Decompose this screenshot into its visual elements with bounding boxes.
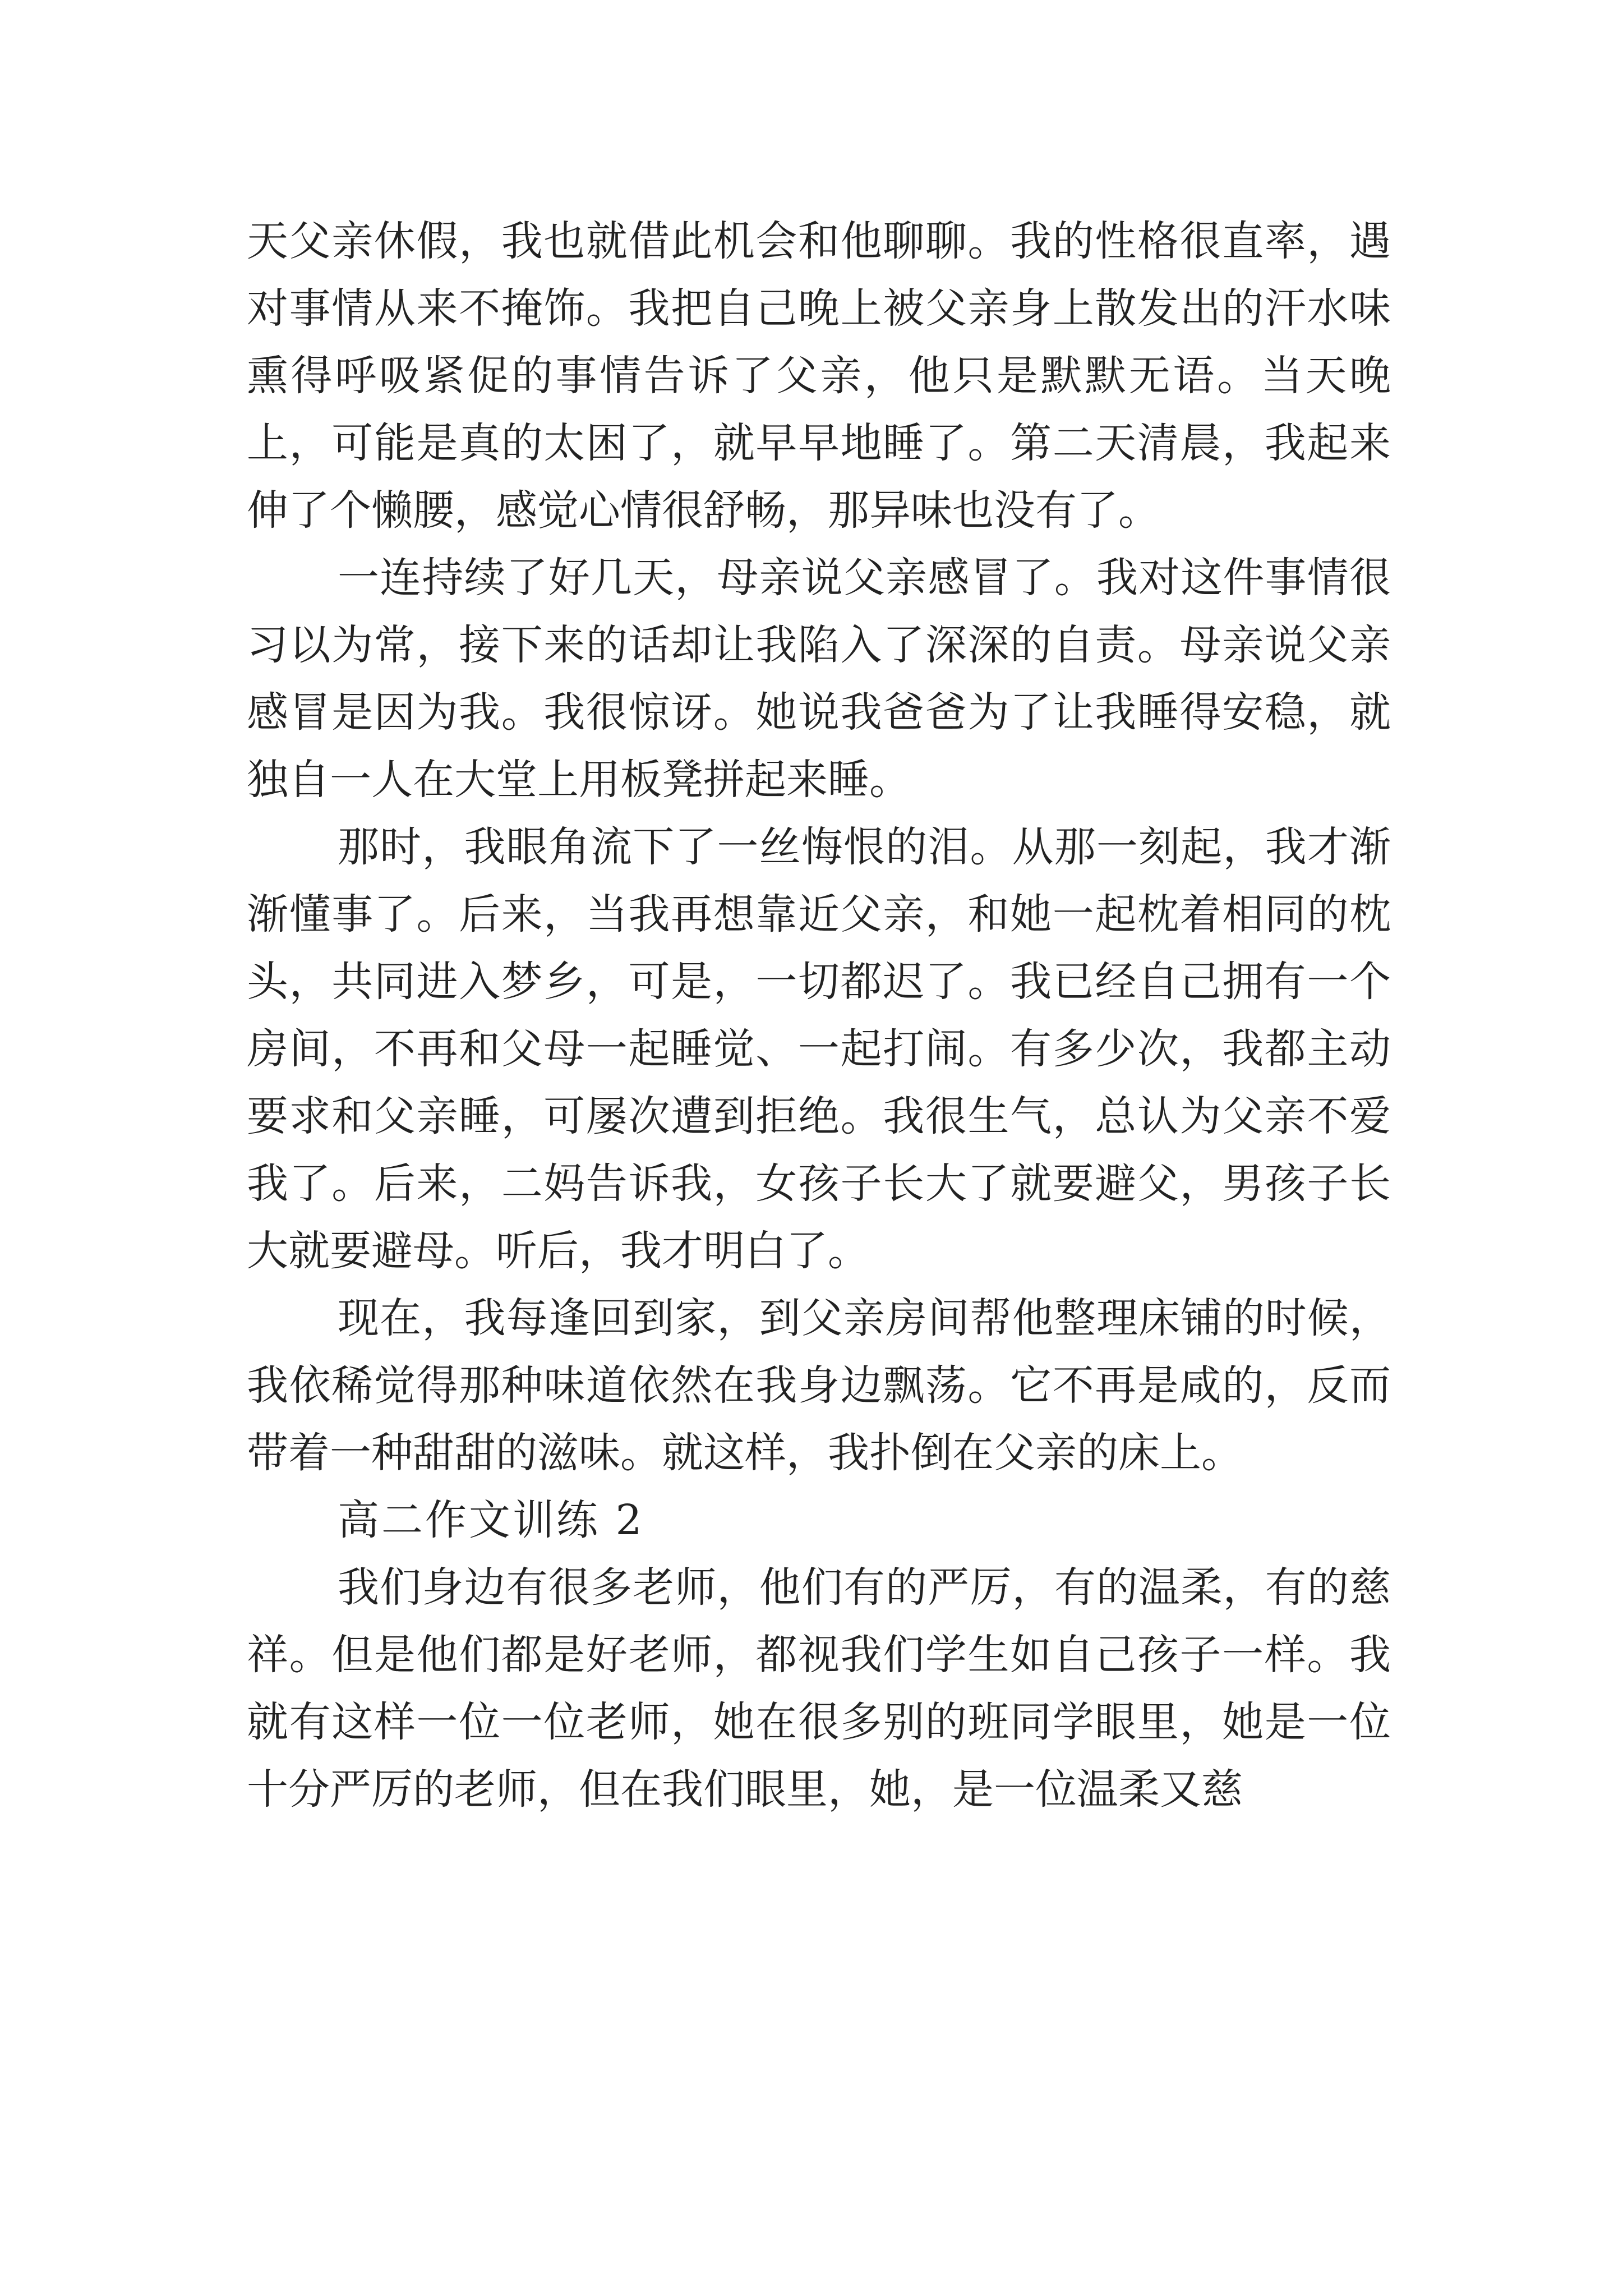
- essay-body: [247, 208, 1391, 1823]
- paragraph: 我们身边有很多老师，他们有的严厉，有的温柔，有的慈祥。但是他们都是好老师，都视我们学生如自己孩子一样。我就有这样一位一位老师，她在很多别的班同学眼里，她是一位十分严厉的老师，但在我们眼里，她，是一位温柔又慈: [247, 1563, 1391, 1814]
- section-heading: 高二作文训练 2: [338, 1496, 644, 1544]
- paragraph: 一连持续了好几天，母亲说父亲感冒了。我对这件事情很习以为常，接下来的话却让我陷入了深深的自责。母亲说父亲感冒是因为我。我很惊讶。她说我爸爸为了让我睡得安稳，就独自一人在大堂上用板凳拼起来睡。: [247, 554, 1391, 804]
- paragraph: 现在，我每逢回到家，到父亲房间帮他整理床铺的时候，我依稀觉得那种味道依然在我身边飘荡。它不再是咸的，反而带着一种甜甜的滋味。就这样，我扑倒在父亲的床上。: [247, 1294, 1391, 1477]
- paragraph-continued: 天父亲休假，我也就借此机会和他聊聊。我的性格很直率，遇对事情从来不掩饰。我把自己晚上被父亲身上散发出的汗水味熏得呼吸紧促的事情告诉了父亲，他只是默默无语。当天晚上，可能是真的太困了，就早早地睡了。第二天清晨，我起来伸了个懒腰，感觉心情很舒畅，那异味也没有了。: [247, 217, 1391, 535]
- paragraph: 那时，我眼角流下了一丝悔恨的泪。从那一刻起，我才渐渐懂事了。后来，当我再想靠近父亲，和她一起枕着相同的枕头，共同进入梦乡，可是，一切都迟了。我已经自己拥有一个房间，不再和父母一起睡觉、一起打闹。有多少次，我都主动要求和父亲睡，可屡次遭到拒绝。我很生气，总认为父亲不爱我了。后来，二妈告诉我，女孩子长大了就要避父，男孩子长大就要避母。听后，我才明白了。: [247, 823, 1391, 1275]
